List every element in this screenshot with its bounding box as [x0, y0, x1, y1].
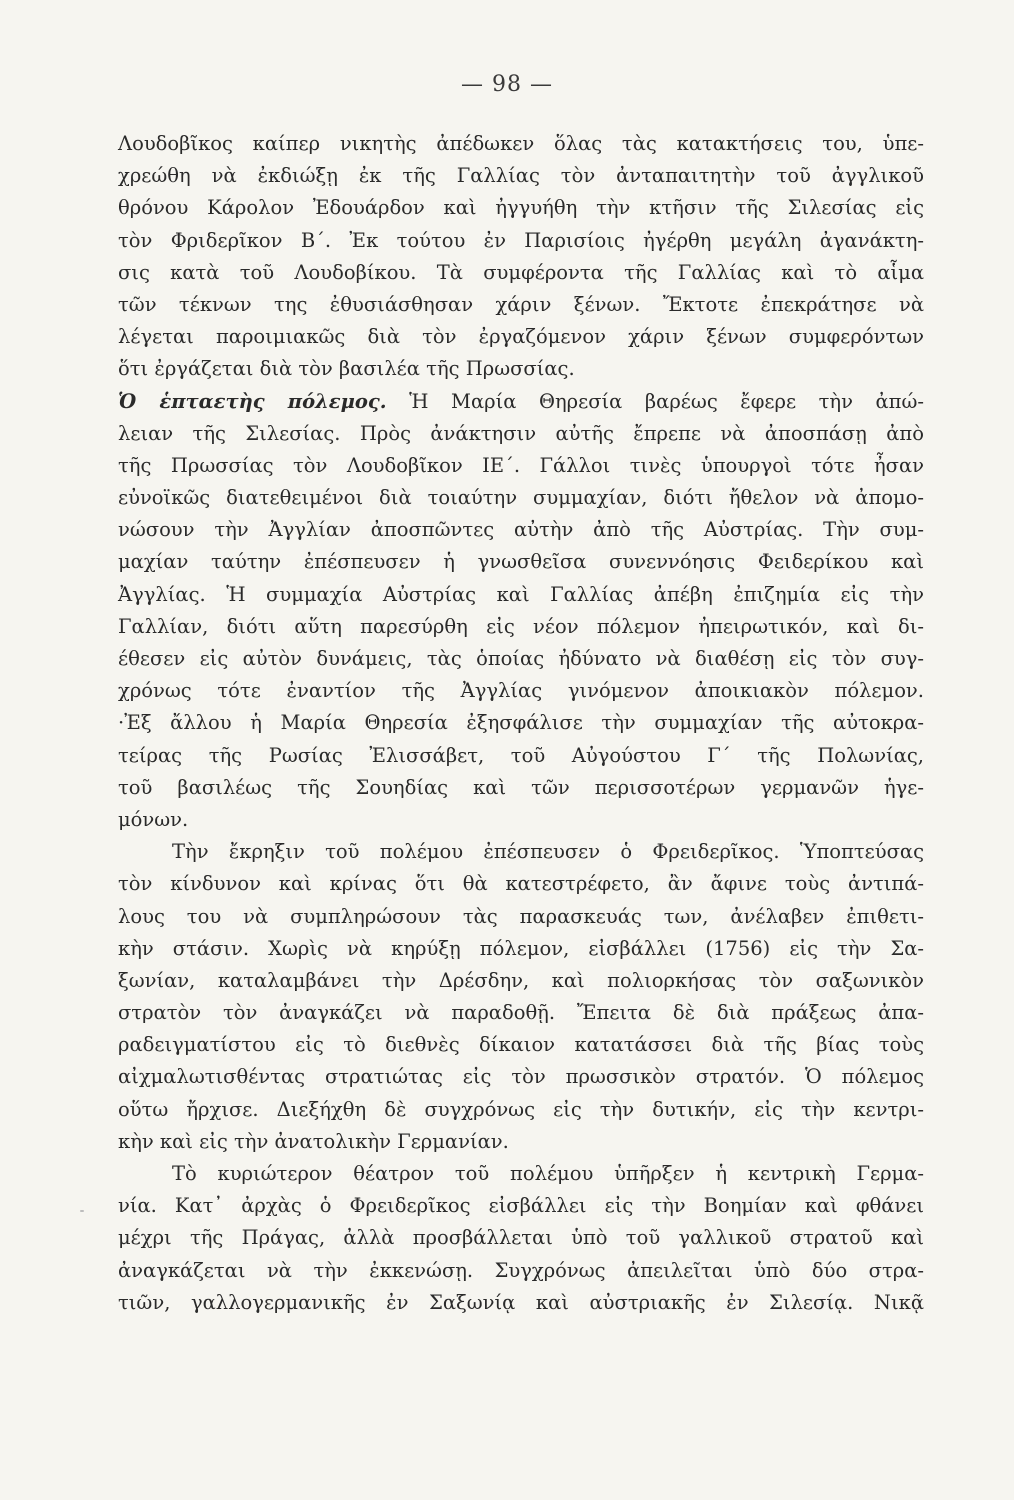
- text-line: Τὸ κυριώτερον θέατρον τοῦ πολέμου ὑπῆρξεν ἡ κεντρικὴ Γερμα-: [172, 1162, 924, 1185]
- section-heading: Ὁ ἑπταετὴς πόλεμος.: [118, 389, 387, 413]
- text-line: οὕτω ἤρχισε. Διεξήχθη δὲ συγχρόνως εἰς τὴν δυτικήν, εἰς τὴν κεντρι-: [118, 1097, 924, 1121]
- text-line: Τὴν ἔκρηξιν τοῦ πολέμου ἐπέσπευσεν ὁ Φρειδερῖκος. Ὑποπτεύσας: [172, 840, 924, 864]
- text-line: αἰχμαλωτισθέντας στρατιώτας εἰς τὸν πρωσσικὸν στρατόν. Ὁ πόλεμος: [118, 1065, 924, 1089]
- body-text: [118, 128, 924, 1319]
- text-line: Γαλλίαν, διότι αὕτη παρεσύρθη εἰς νέον πόλεμον ἠπειρωτικόν, καὶ δι-: [118, 614, 924, 638]
- text-line: νώσουν τὴν Ἀγγλίαν ἀποσπῶντες αὐτὴν ἀπὸ τῆς Αὐστρίας. Τὴν συμ-: [118, 518, 924, 542]
- text-line: Λουδοβῖκος καίπερ νικητὴς ἀπέδωκεν ὅλας τὰς κατακτήσεις του, ὑπε-: [118, 132, 924, 155]
- text-line: εὐνοϊκῶς διατεθειμένοι διὰ τοιαύτην συμμαχίαν, διότι ἤθελον νὰ ἀπομο-: [118, 486, 924, 510]
- text-line: λέγεται παροιμιακῶς διὰ τὸν ἐργαζόμενον χάριν ξένων συμφερόντων: [118, 325, 924, 349]
- text-line: σις κατὰ τοῦ Λουδοβίκου. Τὰ συμφέροντα τῆς Γαλλίας καὶ τὸ αἷμα: [118, 260, 924, 284]
- text-line: χρόνως τότε ἐναντίον τῆς Ἀγγλίας γινόμενον ἀποικιακὸν πόλεμον.: [118, 679, 924, 703]
- text-line: τείρας τῆς Ρωσίας Ἐλισσάβετ, τοῦ Αὐγούστου Γ΄ τῆς Πολωνίας,: [118, 743, 924, 767]
- text-line-with-heading: [118, 386, 924, 418]
- text-line: κὴν καὶ εἰς τὴν ἀνατολικὴν Γερμανίαν.: [118, 1129, 509, 1153]
- text-line: λειαν τῆς Σιλεσίας. Πρὸς ἀνάκτησιν αὐτῆς ἔπρεπε νὰ ἀποσπάσῃ ἀπὸ: [118, 421, 924, 445]
- text-line: μαχίαν ταύτην ἐπέσπευσεν ἡ γνωσθεῖσα συνεννόησις Φειδερίκου καὶ: [118, 550, 924, 574]
- text-line: τὸν Φριδερῖκον Β΄. Ἐκ τούτου ἐν Παρισίοις ἠγέρθη μεγάλη ἀγανάκτη-: [118, 228, 924, 252]
- text-line: ξωνίαν, καταλαμβάνει τὴν Δρέσδην, καὶ πολιορκήσας τὸν σαξωνικὸν: [118, 968, 924, 992]
- text-line: νία. Κατ᾽ ἀρχὰς ὁ Φρειδερῖκος εἰσβάλλει εἰς τὴν Βοημίαν καὶ φθάνει: [118, 1194, 924, 1218]
- text-line: θρόνου Κάρολον Ἐδουάρδον καὶ ἠγγυήθη τὴν κτῆσιν τῆς Σιλεσίας εἰς: [118, 196, 924, 220]
- text-line: τιῶν, γαλλογερμανικῆς ἐν Σαξωνίᾳ καὶ αὐστριακῆς ἐν Σιλεσίᾳ. Νικᾷ: [118, 1290, 924, 1314]
- text-line: τῶν τέκνων της ἐθυσιάσθησαν χάριν ξένων. Ἔκτοτε ἐπεκράτησε νὰ: [118, 292, 924, 316]
- text-line: χρεώθη νὰ ἐκδιώξῃ ἐκ τῆς Γαλλίας τὸν ἀνταπαιτητὴν τοῦ ἀγγλικοῦ: [118, 164, 924, 188]
- text-line: έθεσεν εἰς αὐτὸν δυνάμεις, τὰς ὁποίας ἠδύνατο νὰ διαθέσῃ εἰς τὸν συγ-: [118, 647, 924, 670]
- text-line: κὴν στάσιν. Χωρὶς νὰ κηρύξῃ πόλεμον, εἰσβάλλει (1756) εἰς τὴν Σα-: [118, 936, 924, 960]
- scan-speck: [80, 1210, 84, 1212]
- page-number: — 98 —: [461, 72, 553, 97]
- text-line: μόνων.: [118, 807, 189, 831]
- text-line: τὸν κίνδυνον καὶ κρίνας ὅτι θὰ κατεστρέφετο, ἂν ἄφινε τοὺς ἀντιπά-: [118, 872, 924, 896]
- text-line: ραδειγματίστου εἰς τὸ διεθνὲς δίκαιον κατατάσσει διὰ τῆς βίας τοὺς: [118, 1033, 924, 1057]
- text-line: ἀναγκάζεται νὰ τὴν ἐκκενώσῃ. Συγχρόνως ἀπειλεῖται ὑπὸ δύο στρα-: [118, 1258, 924, 1282]
- text-line: Ἀγγλίας. Ἡ συμμαχία Αὐστρίας καὶ Γαλλίας ἀπέβη ἐπιζημία εἰς τὴν: [118, 582, 924, 606]
- text-line: ὅτι ἐργάζεται διὰ τὸν βασιλέα τῆς Πρωσσίας.: [118, 357, 575, 381]
- text-line: μέχρι τῆς Πράγας, ἀλλὰ προσβάλλεται ὑπὸ τοῦ γαλλικοῦ στρατοῦ καὶ: [118, 1226, 924, 1250]
- text-line: στρατὸν τὸν ἀναγκάζει νὰ παραδοθῇ. Ἔπειτα δὲ διὰ πράξεως ἀπα-: [118, 1001, 924, 1025]
- text-line-rest: Ἡ Μαρία Θηρεσία βαρέως ἔφερε τὴν ἀπώ-: [409, 389, 924, 413]
- text-line: τῆς Πρωσσίας τὸν Λουδοβῖκον ΙΕ΄. Γάλλοι τινὲς ὑπουργοὶ τότε ἦσαν: [118, 453, 924, 477]
- text-line: ·Ἐξ ἄλλου ἡ Μαρία Θηρεσία ἐξησφάλισε τὴν συμμαχίαν τῆς αὐτοκρα-: [118, 711, 924, 735]
- text-line: τοῦ βασιλέως τῆς Σουηδίας καὶ τῶν περισσοτέρων γερμανῶν ἡγε-: [118, 775, 924, 799]
- text-line: λους του νὰ συμπληρώσουν τὰς παρασκευάς των, ἀνέλαβεν ἐπιθετι-: [118, 904, 924, 928]
